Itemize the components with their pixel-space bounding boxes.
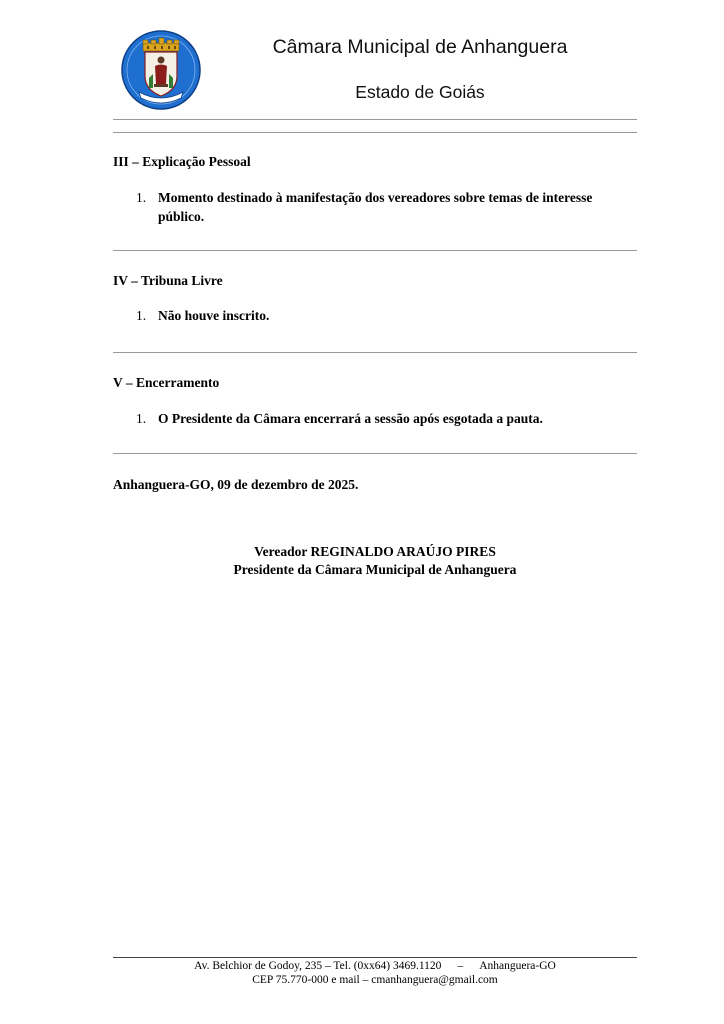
footer-line-1 bbox=[113, 960, 637, 972]
list-item-number: 1. bbox=[136, 411, 147, 426]
dateline: Anhanguera-GO, 09 de dezembro de 2025. bbox=[113, 477, 359, 492]
footer-address: Av. Belchior de Godoy, 235 – Tel. (0xx64) 3469.1120 bbox=[194, 960, 442, 972]
list-item-number: 1. bbox=[136, 308, 147, 323]
section-divider bbox=[113, 250, 637, 251]
footer-line-2: CEP 75.770-000 e mail – cmanhanguera@gmail.com bbox=[252, 974, 498, 986]
list-item-text: Momento destinado à manifestação dos vereadores sobre temas de interesse público. bbox=[158, 190, 593, 224]
section-title-explicacao-pessoal: III – Explicação Pessoal bbox=[113, 154, 251, 169]
section-title-encerramento: V – Encerramento bbox=[113, 375, 220, 390]
document-subtitle: Estado de Goiás bbox=[355, 82, 485, 102]
footer-divider bbox=[113, 957, 637, 958]
municipal-seal bbox=[121, 30, 201, 110]
section-divider bbox=[113, 453, 637, 454]
header-divider-bottom bbox=[113, 132, 637, 133]
header-divider-top bbox=[113, 119, 637, 120]
list-item bbox=[136, 306, 636, 325]
document-title: Câmara Municipal de Anhanguera bbox=[272, 36, 568, 58]
section-divider bbox=[113, 352, 637, 353]
signature-role: Presidente da Câmara Municipal de Anhanguera bbox=[233, 562, 517, 577]
signature-name: Vereador REGINALDO ARAÚJO PIRES bbox=[254, 544, 496, 559]
footer-separator: – bbox=[457, 960, 464, 972]
list-item bbox=[136, 188, 636, 226]
list-item-text: O Presidente da Câmara encerrará a sessão após esgotada a pauta. bbox=[158, 411, 543, 426]
list-item-text: Não houve inscrito. bbox=[158, 308, 270, 323]
section-title-tribuna-livre: IV – Tribuna Livre bbox=[113, 273, 223, 288]
list-item bbox=[136, 409, 636, 428]
list-item-number: 1. bbox=[136, 190, 147, 205]
footer-city: Anhanguera-GO bbox=[479, 960, 556, 972]
